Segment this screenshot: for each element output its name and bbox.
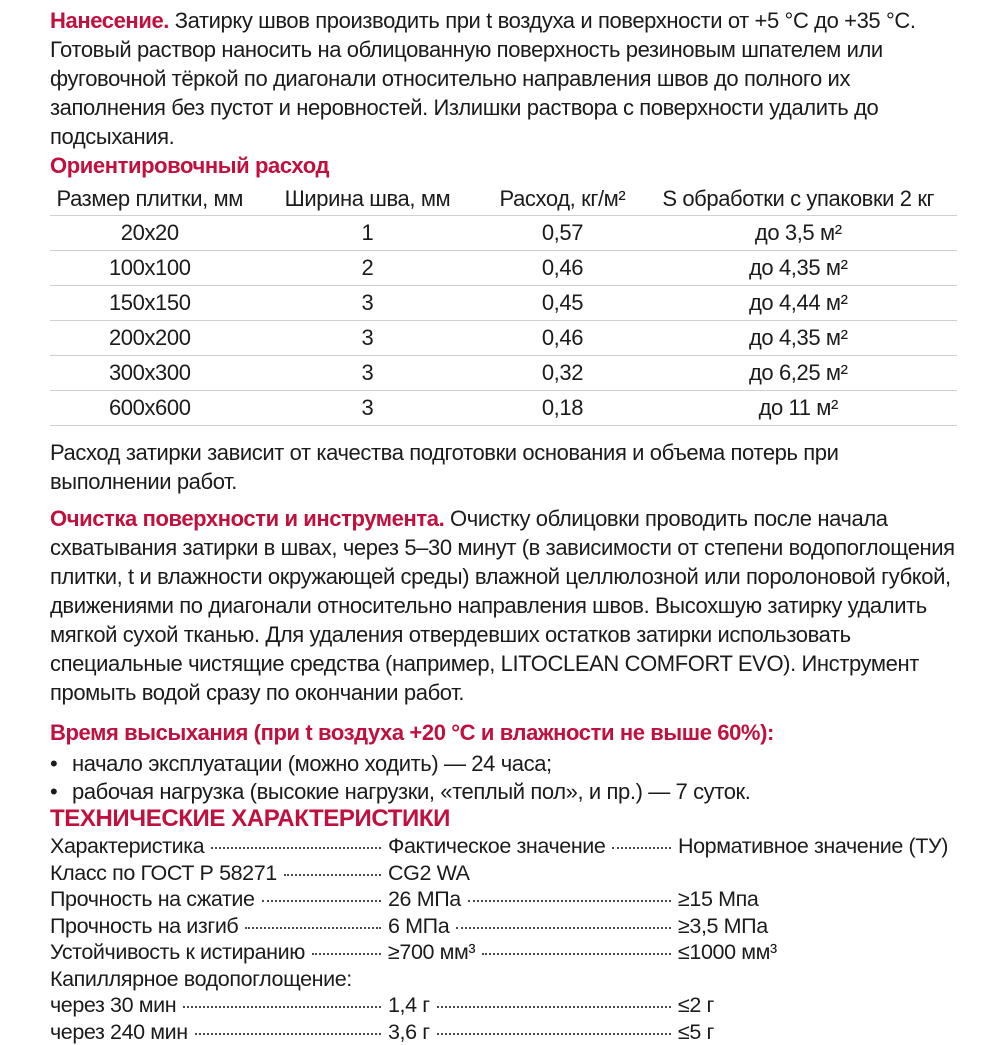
dotted-leader	[262, 899, 381, 902]
table-cell: 3	[250, 391, 486, 426]
consumption-note: Расход затирки зависит от качества подготовки основания и объема потерь при выполнении работ.	[50, 438, 957, 496]
dotted-leader	[211, 846, 381, 849]
application-heading: Нанесение.	[50, 8, 169, 33]
tech-value: 26 МПа	[388, 886, 461, 913]
table-row	[50, 356, 957, 391]
tech-value: CG2 WA	[388, 860, 470, 887]
table-cell: 0,46	[485, 251, 639, 286]
table-cell: до 4,44 м²	[640, 286, 957, 321]
tech-row	[50, 833, 957, 860]
table-cell: 3	[250, 321, 486, 356]
tech-value: 6 МПа	[388, 913, 449, 940]
tech-heading: ТЕХНИЧЕСКИЕ ХАРАКТЕРИСТИКИ	[50, 806, 957, 832]
tech-label: Прочность на изгиб	[50, 913, 238, 940]
table-cell: до 11 м²	[640, 391, 957, 426]
table-row	[50, 251, 957, 286]
list-item-text: начало эксплуатации (можно ходить) — 24 часа;	[72, 750, 552, 778]
table-row	[50, 216, 957, 251]
tech-norm: ≥3,5 МПа	[678, 913, 957, 940]
table-row	[50, 286, 957, 321]
cleaning-heading: Очистка поверхности и инструмента.	[50, 506, 444, 531]
cleaning-paragraph	[50, 504, 957, 707]
tech-row	[50, 992, 957, 1019]
table-cell: 0,57	[485, 216, 639, 251]
list-item-text: рабочая нагрузка (высокие нагрузки, «теплый пол», и пр.) — 7 суток.	[72, 778, 750, 806]
consumption-table-header-row	[50, 183, 957, 216]
drying-heading: Время высыхания (при t воздуха +20 °С и влажности не выше 60%):	[50, 720, 957, 746]
tech-label: через 240 мин	[50, 1019, 188, 1045]
dotted-leader	[456, 926, 671, 929]
tech-value: Фактическое значение	[388, 833, 605, 860]
bullet-icon: •	[50, 750, 72, 778]
table-row	[50, 321, 957, 356]
table-cell: 2	[250, 251, 486, 286]
tech-row	[50, 886, 957, 913]
tech-value: 1,4 г	[388, 992, 430, 1019]
tech-value: ≥700 мм³	[388, 939, 475, 966]
drying-list	[50, 750, 957, 806]
dotted-leader	[284, 873, 381, 876]
dotted-leader	[612, 846, 671, 849]
table-cell: 600х600	[50, 391, 250, 426]
table-cell: 1	[250, 216, 486, 251]
table-cell: 0,18	[485, 391, 639, 426]
tech-norm: ≤1000 мм³	[678, 939, 957, 966]
application-body: Затирку швов производить при t воздуха и поверхности от +5 °С до +35 °С. Готовый раствор наносить на облицованную поверхность резиновым шпателем или фуговочной тёркой по диагонали относительно направления швов до полного их заполнения без пустот и неровностей. Излишки раствора с поверхности удалить до подсыхания.	[50, 8, 916, 149]
table-cell: 200х200	[50, 321, 250, 356]
table-cell: 0,32	[485, 356, 639, 391]
tech-table	[50, 833, 957, 1045]
tech-row	[50, 939, 957, 966]
table-cell: до 6,25 м²	[640, 356, 957, 391]
tech-label: через 30 мин	[50, 992, 176, 1019]
header-joint-width: Ширина шва, мм	[250, 183, 486, 216]
table-cell: до 4,35 м²	[640, 321, 957, 356]
table-cell: 150х150	[50, 286, 250, 321]
tech-value: 3,6 г	[388, 1019, 430, 1045]
table-cell: до 4,35 м²	[640, 251, 957, 286]
header-coverage: S обработки с упаковки 2 кг	[640, 183, 957, 216]
table-cell: 300х300	[50, 356, 250, 391]
tech-row	[50, 966, 957, 993]
bullet-icon: •	[50, 778, 72, 806]
table-cell: 20х20	[50, 216, 250, 251]
tech-label: Характеристика	[50, 833, 204, 860]
cleaning-body: Очистку облицовки проводить после начала схватывания затирки в швах, через 5–30 минут (в зависимости от степени водопоглощения плитки, t и влажности окружающей среды) влажной целлюлозной или поролоновой губкой, движениями по диагонали относительно направления швов. Высохшую затирку удалить мягкой сухой тканью. Для удаления отвердевших остатков затирки использовать специальные чистящие средства (например, LITOCLEAN COMFORT EVO). Инструмент промыть водой сразу по окончании работ.	[50, 506, 955, 705]
tech-norm: Нормативное значение (ТУ)	[678, 833, 957, 860]
dotted-leader	[195, 1032, 381, 1035]
table-row	[50, 391, 957, 426]
dotted-leader	[183, 1005, 381, 1008]
header-tile-size: Размер плитки, мм	[50, 183, 250, 216]
dotted-leader	[312, 952, 381, 955]
tech-norm: ≤5 г	[678, 1019, 957, 1045]
tech-norm: ≤2 г	[678, 992, 957, 1019]
dotted-leader	[437, 1032, 671, 1035]
header-consumption: Расход, кг/м²	[485, 183, 639, 216]
dotted-leader	[482, 952, 671, 955]
consumption-heading: Ориентировочный расход	[50, 153, 957, 179]
consumption-table	[50, 183, 957, 426]
tech-row	[50, 913, 957, 940]
tech-label: Прочность на сжатие	[50, 886, 255, 913]
list-item	[50, 778, 957, 806]
dotted-leader	[468, 899, 671, 902]
tech-row	[50, 1019, 957, 1045]
table-cell: 3	[250, 286, 486, 321]
tech-label: Устойчивость к истиранию	[50, 939, 305, 966]
table-cell: до 3,5 м²	[640, 216, 957, 251]
table-cell: 3	[250, 356, 486, 391]
table-cell: 0,46	[485, 321, 639, 356]
tech-label: Капиллярное водопоглощение:	[50, 966, 352, 993]
list-item	[50, 750, 957, 778]
table-cell: 0,45	[485, 286, 639, 321]
tech-row	[50, 860, 957, 887]
dotted-leader	[437, 1005, 671, 1008]
table-cell: 100х100	[50, 251, 250, 286]
tech-norm: ≥15 Мпа	[678, 886, 957, 913]
dotted-leader	[245, 926, 381, 929]
tech-label: Класс по ГОСТ Р 58271	[50, 860, 277, 887]
application-paragraph	[50, 6, 957, 151]
